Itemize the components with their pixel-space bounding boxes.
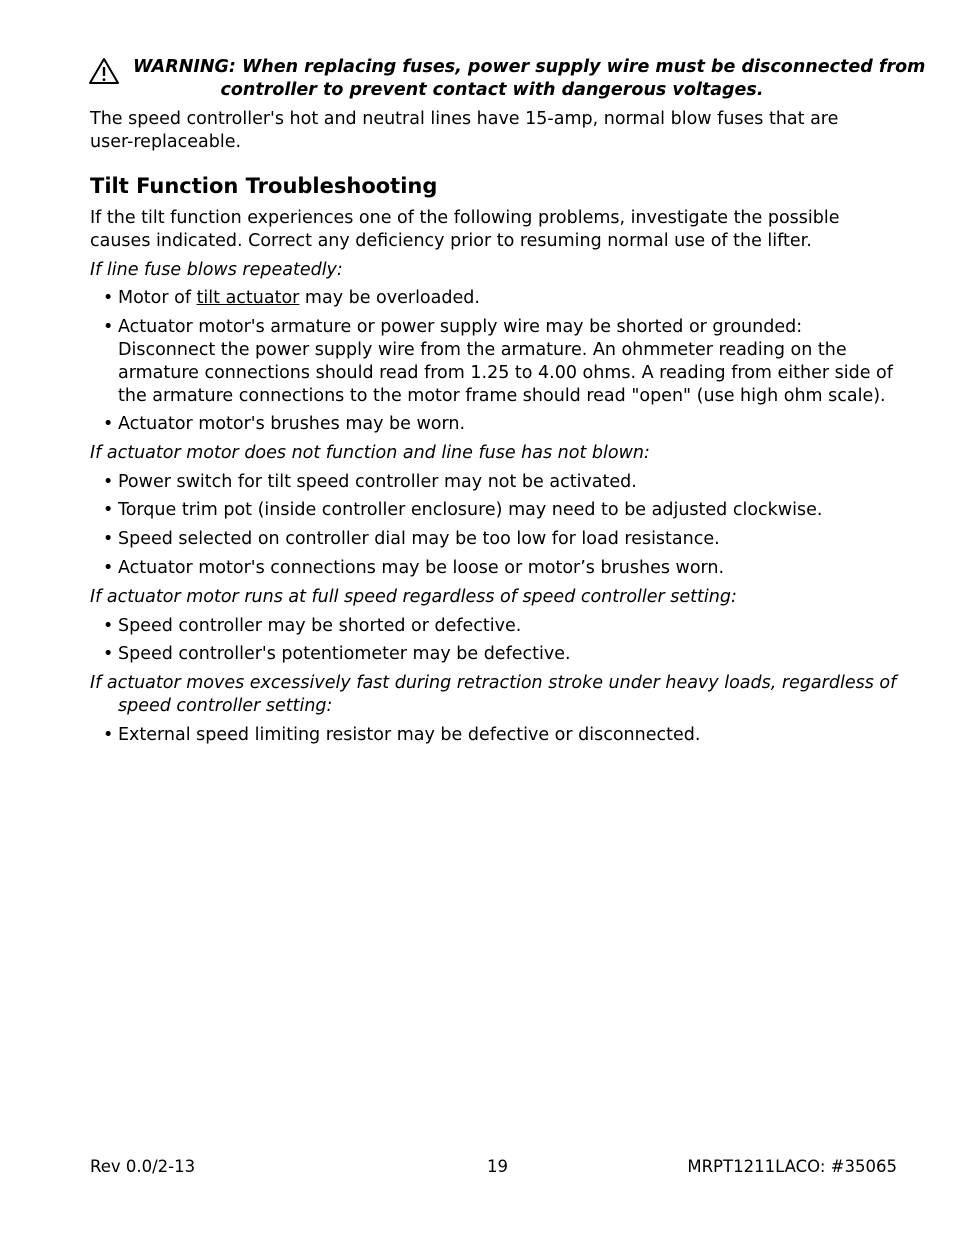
- tilt-actuator-link[interactable]: tilt actuator: [196, 288, 300, 308]
- list-item-text: External speed limiting resistor may be defective or disconnected.: [118, 725, 701, 745]
- list-item: [103, 643, 903, 666]
- condition-heading-line-2: speed controller setting:: [118, 696, 333, 716]
- section-intro: If the tilt function experiences one of the following problems, investigate the possible causes indicated. Correct any deficiency prior to resuming normal use of the lifter.: [90, 208, 840, 251]
- bullet-icon: •: [103, 500, 114, 520]
- bullet-icon: •: [103, 414, 114, 434]
- condition-heading: If line fuse blows repeatedly:: [90, 260, 343, 280]
- bullet-icon: •: [103, 644, 114, 664]
- section-heading: Tilt Function Troubleshooting: [90, 174, 438, 198]
- bullet-icon: •: [103, 529, 114, 549]
- list-item: [103, 557, 903, 580]
- bullet-icon: •: [103, 616, 114, 636]
- fuse-paragraph: The speed controller's hot and neutral lines have 15-amp, normal blow fuses that are user-replaceable.: [90, 109, 839, 152]
- condition-heading: If actuator motor runs at full speed regardless of speed controller setting:: [90, 587, 737, 607]
- list-item-text: Speed selected on controller dial may be too low for load resistance.: [118, 529, 720, 549]
- list-item-text: may be overloaded.: [299, 288, 480, 308]
- condition-heading-line-1: If actuator moves excessively fast during retraction stroke under heavy loads, regardless of: [90, 673, 897, 693]
- condition-heading: If actuator motor does not function and line fuse has not blown:: [90, 443, 650, 463]
- list-item: [103, 471, 903, 494]
- bullet-icon: •: [103, 558, 114, 578]
- footer-doc-id: MRPT1211LACO: #35065: [687, 1157, 897, 1176]
- list-item: [103, 287, 903, 310]
- footer-revision: Rev 0.0/2-13: [90, 1157, 196, 1176]
- warning-text-line-2: controller to prevent contact with dangerous voltages.: [220, 80, 764, 100]
- list-item-text: Speed controller's potentiometer may be defective.: [118, 644, 571, 664]
- bullet-icon: •: [103, 725, 114, 745]
- list-item-text: Power switch for tilt speed controller may not be activated.: [118, 472, 637, 492]
- list-item-text: Speed controller may be shorted or defective.: [118, 616, 522, 636]
- bullet-icon: •: [103, 288, 114, 308]
- footer-page-number: 19: [487, 1157, 508, 1176]
- bullet-icon: •: [103, 317, 114, 337]
- list-item: [103, 413, 903, 436]
- list-item-text: Actuator motor's brushes may be worn.: [118, 414, 466, 434]
- condition-heading: [90, 672, 896, 718]
- list-item: [103, 528, 903, 551]
- list-item: [103, 615, 903, 638]
- list-item: [103, 499, 903, 522]
- bullet-icon: •: [103, 472, 114, 492]
- list-item: [103, 316, 903, 408]
- list-item-text: Motor of: [118, 288, 197, 308]
- list-item: [103, 724, 903, 747]
- list-item-text: Actuator motor's connections may be loose or motor’s brushes worn.: [118, 558, 725, 578]
- warning-text-line-1: WARNING: When replacing fuses, power supply wire must be disconnected from: [133, 57, 926, 77]
- list-item-text: Torque trim pot (inside controller enclosure) may need to be adjusted clockwise.: [118, 500, 823, 520]
- list-item-text: Actuator motor's armature or power supply wire may be shorted or grounded: Disconnect the power supply wire from the armature. An ohmmeter reading on the armature connections should read from 1.25 to 4.00 ohms. A reading from either side of the armature connections to the motor frame should read "open" (use high ohm scale).: [118, 317, 893, 406]
